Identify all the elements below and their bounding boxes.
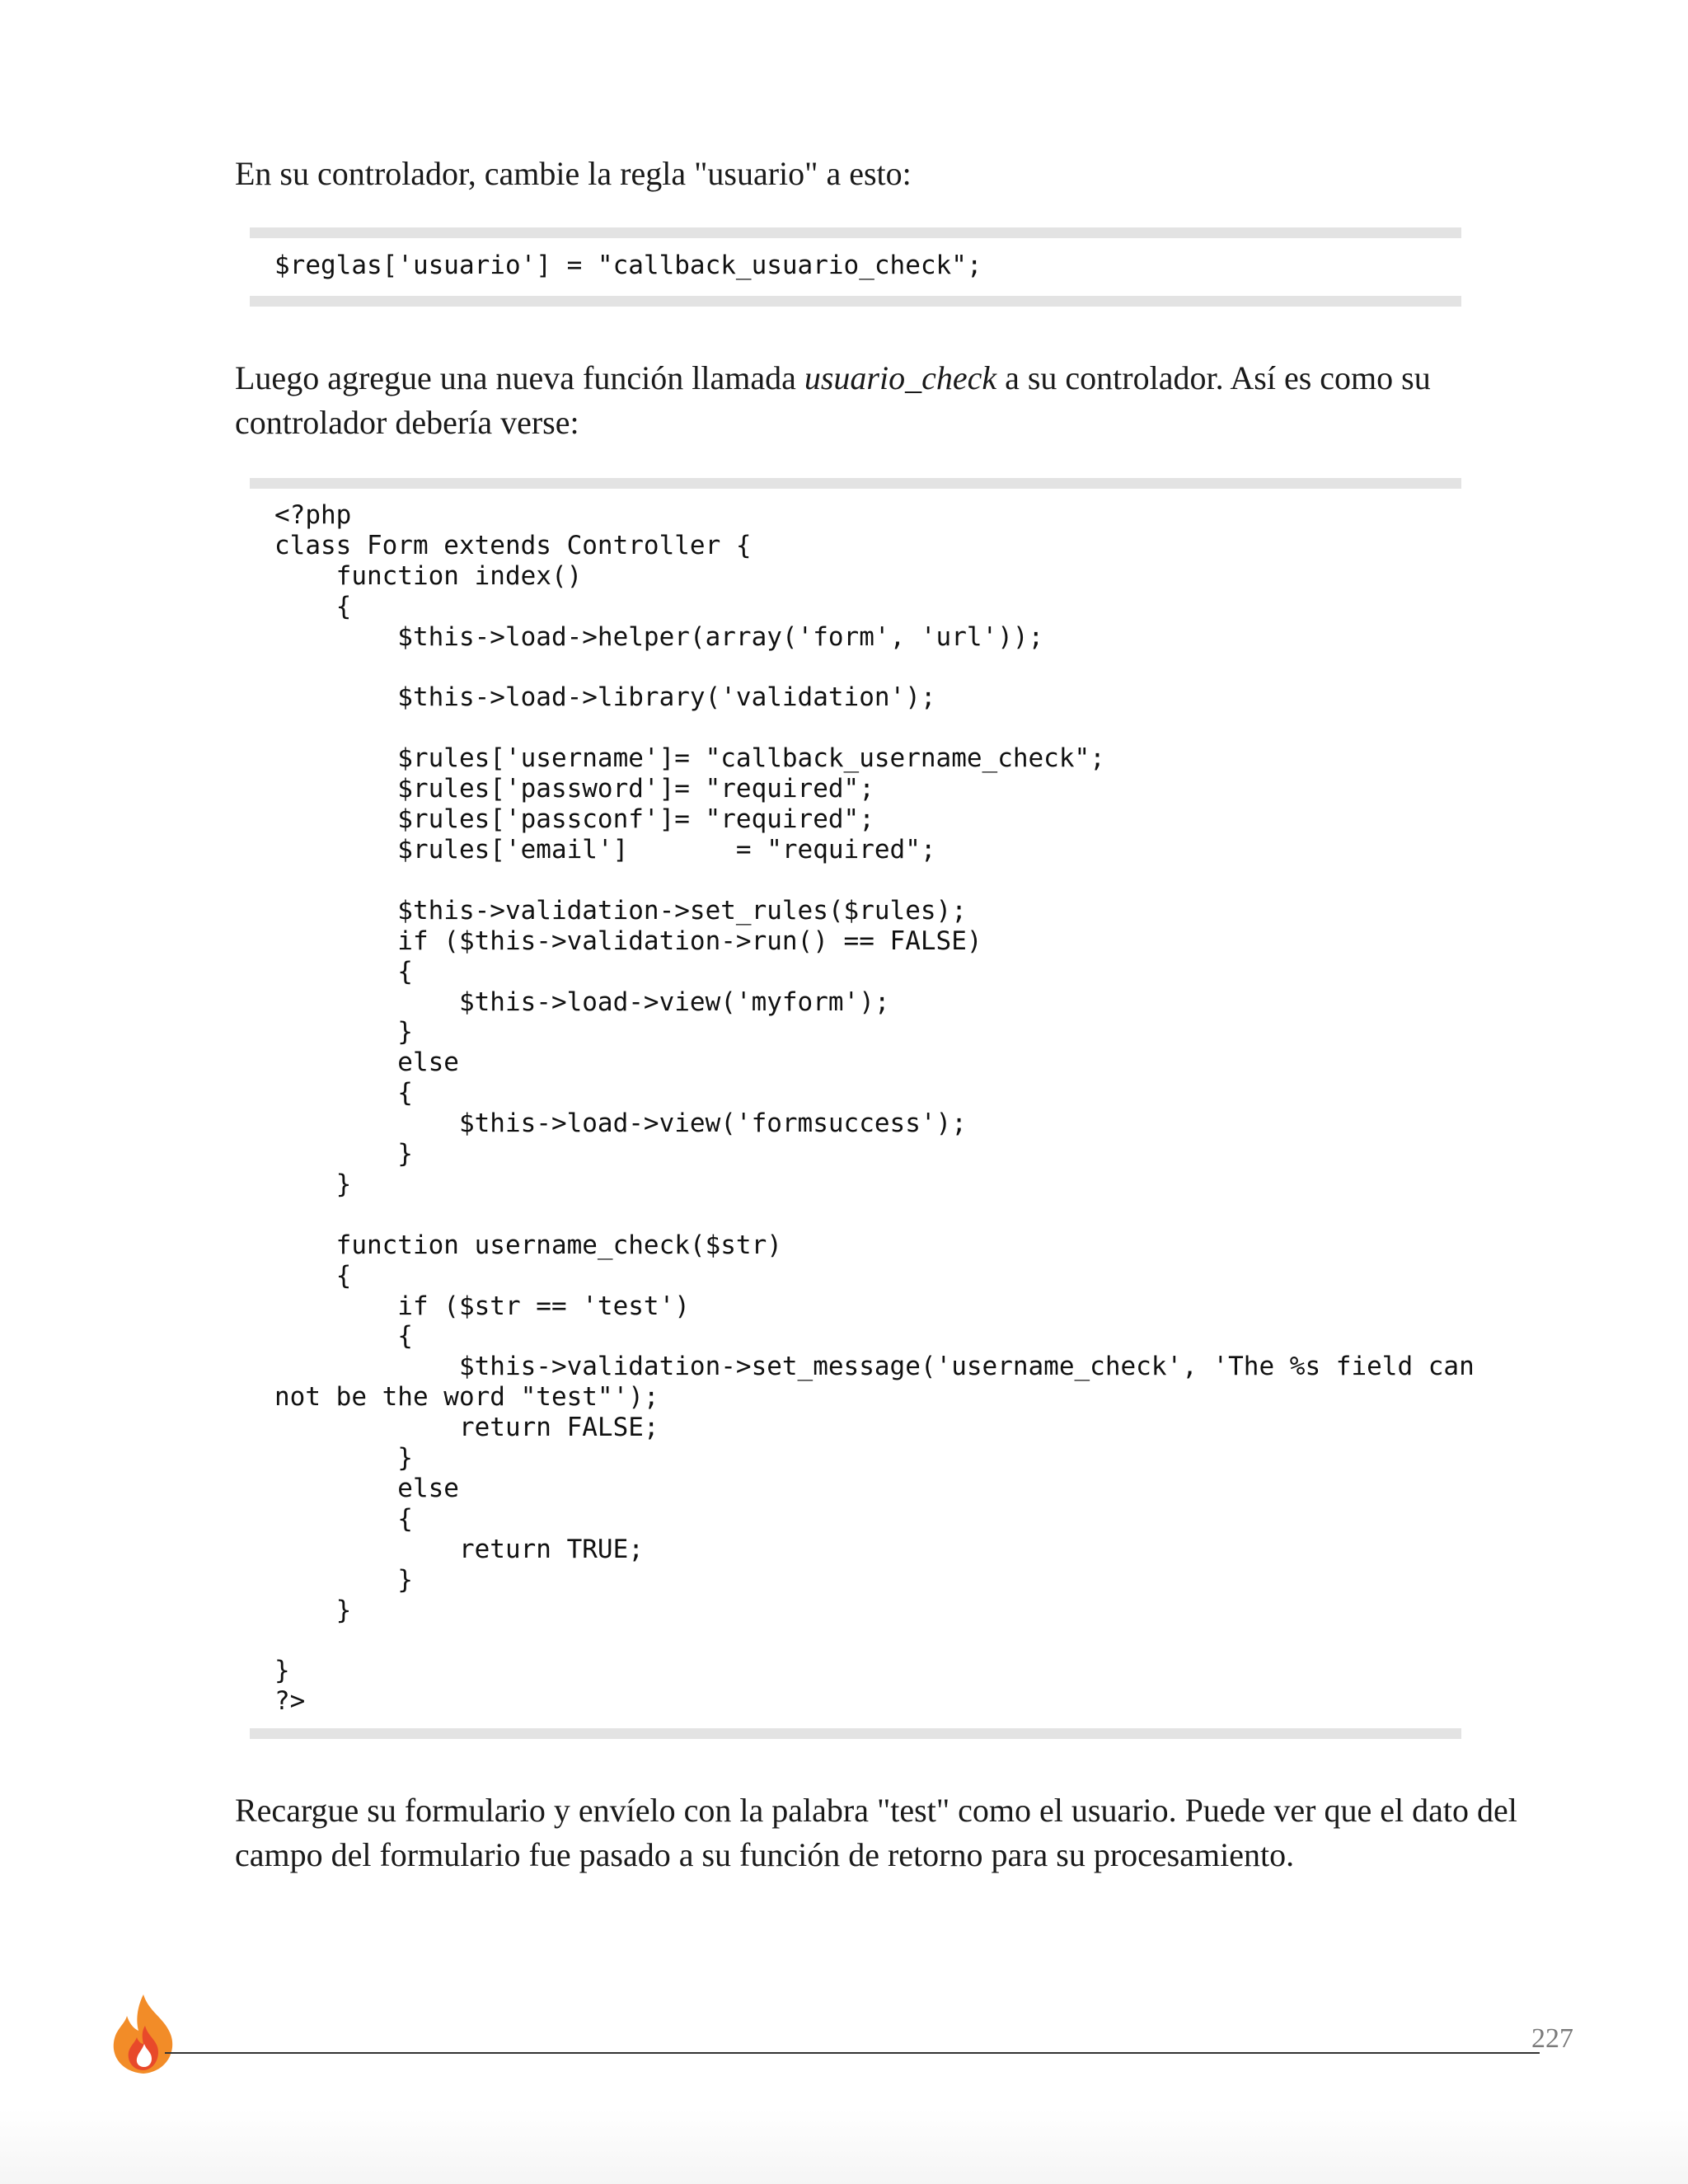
page-bottom-shade [0, 2110, 1688, 2184]
controller-code-listing: <?php class Form extends Controller { function index() { $this->load->helper(array('form', 'url')); $this->load->library('validation'); $rules['username']= "callback_username_check"; $rules['password']= "required"; $rules['passconf']= "required"; $rules['email'] = "required"; $this->validation->set_rules($rules); if ($this->validation->run() == FALSE) { $this->load->view('myform'); } else { $this->load->view('formsuccess'); } } function username_check($str) { if ($str == 'test') { $this->validation->set_message('username_check', 'The %s field can not be the word "test"'); return FALSE; } else { return TRUE; } } } ?> [274, 500, 1475, 1717]
code-block-top-rule [250, 478, 1461, 489]
intro-paragraph: En su controlador, cambie la regla "usuario" a esto: [235, 155, 912, 192]
code-block-bottom-rule [250, 1728, 1461, 1739]
function-name-emphasis: usuario_check [804, 359, 997, 396]
flame-icon [106, 1993, 181, 2075]
code-block-top-rule [250, 227, 1461, 238]
page-number: 227 [1531, 2023, 1573, 2054]
second-paragraph [235, 356, 1521, 445]
second-paragraph-text-end: a su controlador. Así es como su controlador debería verse: [235, 359, 1431, 441]
footer-divider [165, 2052, 1540, 2054]
second-paragraph-text-start: Luego agregue una nueva función llamada [235, 359, 804, 396]
rule-code-snippet: $reglas['usuario'] = "callback_usuario_check"; [274, 251, 982, 280]
code-block-bottom-rule [250, 296, 1461, 307]
closing-paragraph: Recargue su formulario y envíelo con la palabra "test" como el usuario. Puede ver que el dato del campo del formulario fue pasado a su función de retorno para su procesamiento. [235, 1792, 1517, 1873]
